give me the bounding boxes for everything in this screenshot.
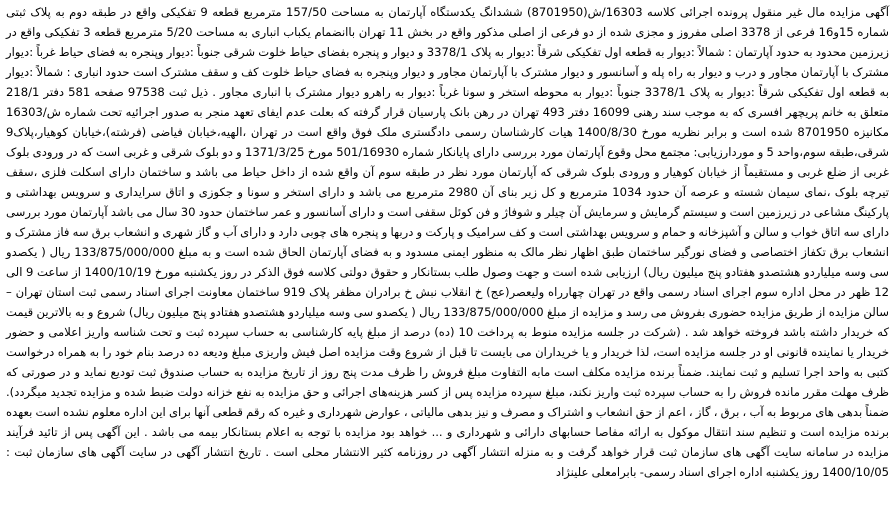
auction-notice-text: آگهی مزایده مال غیر منقول پرونده اجرائی کلاسه 16303/ش(8701950) ششدانگ یکدستگاه آپارتمان به مساحت 157/50 مترمربع قطعه 9 تفکیکی واقع در طبقه دوم به پلاک ثبتی شماره 15و16 فرعی از 3378 اصلی مفروز و مجزی شده از دو فرعی از اصلی مذکور واقع در بخش 11 تهران باانضمام یکباب انباری به مساحت 5/20 مترمربع قطعه 3 تفکیکی واقع در زیرزمین محدود به حدود آپارتمان : شمالاً :دیوار به قطعه اول تفکیکی شرقاً :دیوار به پلاک 3378/1 و دیوار و پنجره بفضای حیاط خلوت شرقی جنوباً :دیوار وپنجره به فضای حیاط غرباً :دیوار مشترک با آپارتمان مجاور و درب و دیوار به راه پله و آسانسور و دیوار مشترک با آپارتمان مجاور و دیوار وپنجره به فضای حیاط خلوت کف و سقف مشترک است حدود انباری : شمالاً :دیوار به قطعه اول تفکیکی شرقاً :دیوار به پلاک 3378/1 جنوباً :دیوار به محوطه استخر و سونا غرباً :دیوار به راهرو دیوار مشترک با انباری مجاور . ذیل ثبت 97538 صفحه 581 دفتر 218/1 متعلق به خانم پریچهر افسری که به موجب سند رهنی 16099 دفتر 493 تهران در رهن بانک پارسیان قرار گرفته که بعلت عدم ایفای تعهد منجر به صدور اجرائیه تحت شماره ش/16303 مکانیزه 8701950 شده است و برابر نظریه مورخ 1400/8/30 هیات کارشناسان رسمی دادگستری ملک فوق واقع است در تهران ،الهیه،خیابان فیاضی (فرشته)،خیابان کوهیار،پلاک9 شرقی،طبقه سوم،واحد 5 و موردارزیابی: مجتمع محل وقوع آپارتمان مورد بررسی دارای پایانکار شماره 501/16930 مورخ 1371/3/25 و دو بلوک شرقی و غربی است که در ورودی بلوک غربی از ضلع غربی و مستقیماً از خیابان کوهیار و ورودی بلوک شرقی که آپارتمان مورد نظر در طبقه سوم آن واقع شده از داخل حیاط می باشد و ساختمان دارای اسکلت فلزی ،سقف تیرچه بلوک ،نمای سیمان شسته و عرصه آن حدود 1034 مترمربع و کل زیر بنای آن 2980 مترمربع می باشد و دارای استخر و سونا و جکوزی و اتاق سرایداری و سرویس بهداشتی و پارکینگ مشاعی در زیرزمین است و سیستم گرمایش و سرمایش آن چیلر و شوفاژ و فن کوئل سقفی است و دارای آسانسور و عمر ساختمان حدود 30 سال می باشد آپارتمان مورد بررسی دارای سه اتاق خواب و سالن و آشپزخانه و حمام و سرویس بهداشتی است و کف سرامیک و پارکت و دربها و پنجره های چوبی دارد و دارای آب و گاز شهری و انشعاب برق سه فاز مشترک و انشعاب برق تکفاز اختصاصی و فضای نورگیر ساختمان طبق اظهار نظر مالک به منظور ایمنی مسدود و به فضای آپارتمان الحاق شده است و به مبلغ 133/875/000/000 ریال ( یکصدو سی وسه میلیاردو هشتصدو هفتادو پنج میلیون ریال) ارزیابی شده است و جهت وصول طلب بستانکار و حقوق دولتی کلاسه فوق الذکر در روز یکشنبه مورخ 1400/10/19 از ساعت 9 الی 12 ظهر در محل اداره سوم اجرای اسناد رسمی واقع در تهران چهارراه ولیعصر(عج) خ انقلاب نبش خ برادران مظفر پلاک 919 ساختمان معاونت اجرای اسناد رسمی ثبت استان تهران – سالن مزایده از طریق مزایده حضوری بفروش می رسد و مزایده از مبلغ 133/875/000/000 ریال ( یکصدو سی وسه میلیاردو هشتصدو هفتادو پنج میلیون ریال) شروع و به بالاترین قیمت که خریدار داشته باشد فروخته خواهد شد . (شرکت در جلسه مزایده منوط به پرداخت 10 (ده) درصد از مبلغ پایه کارشناسی به حساب سپرده ثبت و تحت شناسه واریز اعلامی و حضور خریدار یا نماینده قانونی او در جلسه مزایده است، لذا خریدار و یا خریداران می بایست تا قبل از شروع وقت مزایده اصل فیش واریزی مبلغ ودیعه ده درصد بنام خود را به همراه درخواست کتبی به واحد اجرا تسلیم و ثبت نمایند. ضمناً برنده مزایده مکلف است مابه التفاوت مبلغ فروش را ظرف مدت پنج روز از تاریخ مزایده به حساب صندوق ثبت تودیع نماید و در صورتی که ظرف مهلت مقرر مانده فروش را به حساب سپرده ثبت واریز نکند، مبلغ سپرده مزایده پس از کسر هزینه‌های اجرائی و حق مزایده به نفع خزانه دولت ضبط شده و مزایده تجدید میگردد). ضمناً بدهی های مربوط به آب ، برق ، گاز ، اعم از حق انشعاب و اشتراک و مصرف و نیز بدهی مالیاتی ، عوارض شهرداری و غیره که رقم قطعی آنها برای این اداره معلوم نشده است بعهده برنده مزایده است و تنظیم سند انتقال موکول به ارائه مفاصا حسابهای دارائی و شهرداری و ... خواهد بود مزایده با توجه به اعلام بستانکار بیمه می باشد . این آگهی پس از تائید فرآیند مزایده در سامانه سایت آگهی های سازمان ثبت قرار خواهد گرفت و به منزله انتشار آگهی در روزنامه کثیر الانتشار محلی است . تاریخ انتشار آگهی در سایت آگهی های سازمان ثبت : 1400/10/05 روز یکشنبه اداره اجرای اسناد رسمی- بابرامعلی علینژاد xyxy=(6,5,890,479)
